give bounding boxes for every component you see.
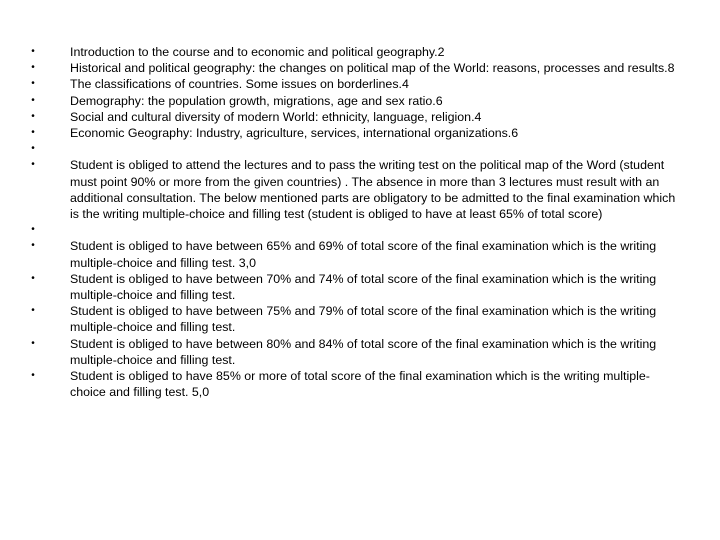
list-item-text: The classifications of countries. Some issues on borderlines.4 [70,77,409,92]
list-item [28,76,678,92]
bullet-icon: • [31,127,35,139]
list-item [28,303,678,335]
list-item-text: Introduction to the course and to economic and political geography.2 [70,45,445,59]
list-item [28,141,678,157]
list-item-text: Student is obliged to have between 70% and 74% of total score of the final examination which is the writing multiple-choice and filling test. [70,271,657,303]
list-item [28,125,678,141]
list-item [28,157,678,222]
list-item-text: Student is obliged to attend the lectures and to pass the writing test on the political map of the Word (student must point 90% or more from the given countries) . The absence in more than 3 lectures must result with an additional consultation. The below mentioned parts are obligatory to be admitted to the final examination which is the writing multiple-choice and filling test (student is obliged to have at least 65% of total score) [70,158,676,222]
list-item-text: Student is obliged to have between 65% and 69% of total score of the final examination which is the writing multiple-choice and filling test. 3,0 [70,239,657,270]
list-item-text: Student is obliged to have 85% or more of total score of the final examination which is the writing multiple-choice and filling test. 5,0 [70,369,650,400]
bullet-icon: • [31,370,35,382]
bullet-icon: • [31,159,35,171]
list-item [28,60,678,76]
list-item-text: Social and cultural diversity of modern World: ethnicity, language, religion.4 [70,109,482,124]
list-item [28,222,678,238]
list-item [28,368,678,400]
bullet-icon: • [31,62,35,74]
bullet-list [28,44,678,400]
bullet-icon: • [31,78,35,90]
bullet-icon: • [31,272,35,284]
list-item-text: Student is obliged to have between 75% and 79% of total score of the final examination which is the writing multiple-choice and filling test. [70,304,657,335]
list-item [28,336,678,368]
list-item [28,109,678,125]
bullet-icon: • [31,110,35,122]
list-item [28,238,678,270]
list-item [28,271,678,303]
bullet-icon: • [31,94,35,106]
list-item [28,44,678,60]
list-item [28,93,678,109]
list-item-text: Economic Geography: Industry, agriculture, services, international organizations.6 [70,126,519,141]
bullet-icon: • [31,143,35,155]
bullet-icon: • [31,46,35,57]
list-item-text: Student is obliged to have between 80% and 84% of total score of the final examination which is the writing multiple-choice and filling test. [70,336,657,367]
bullet-icon: • [31,240,35,252]
bullet-icon: • [31,337,35,349]
list-item-text: Demography: the population growth, migrations, age and sex ratio.6 [70,93,443,108]
bullet-icon: • [31,305,35,317]
bullet-icon: • [31,224,35,236]
list-item-text: Historical and political geography: the changes on political map of the World: reasons, processes and results.8 [70,61,675,76]
